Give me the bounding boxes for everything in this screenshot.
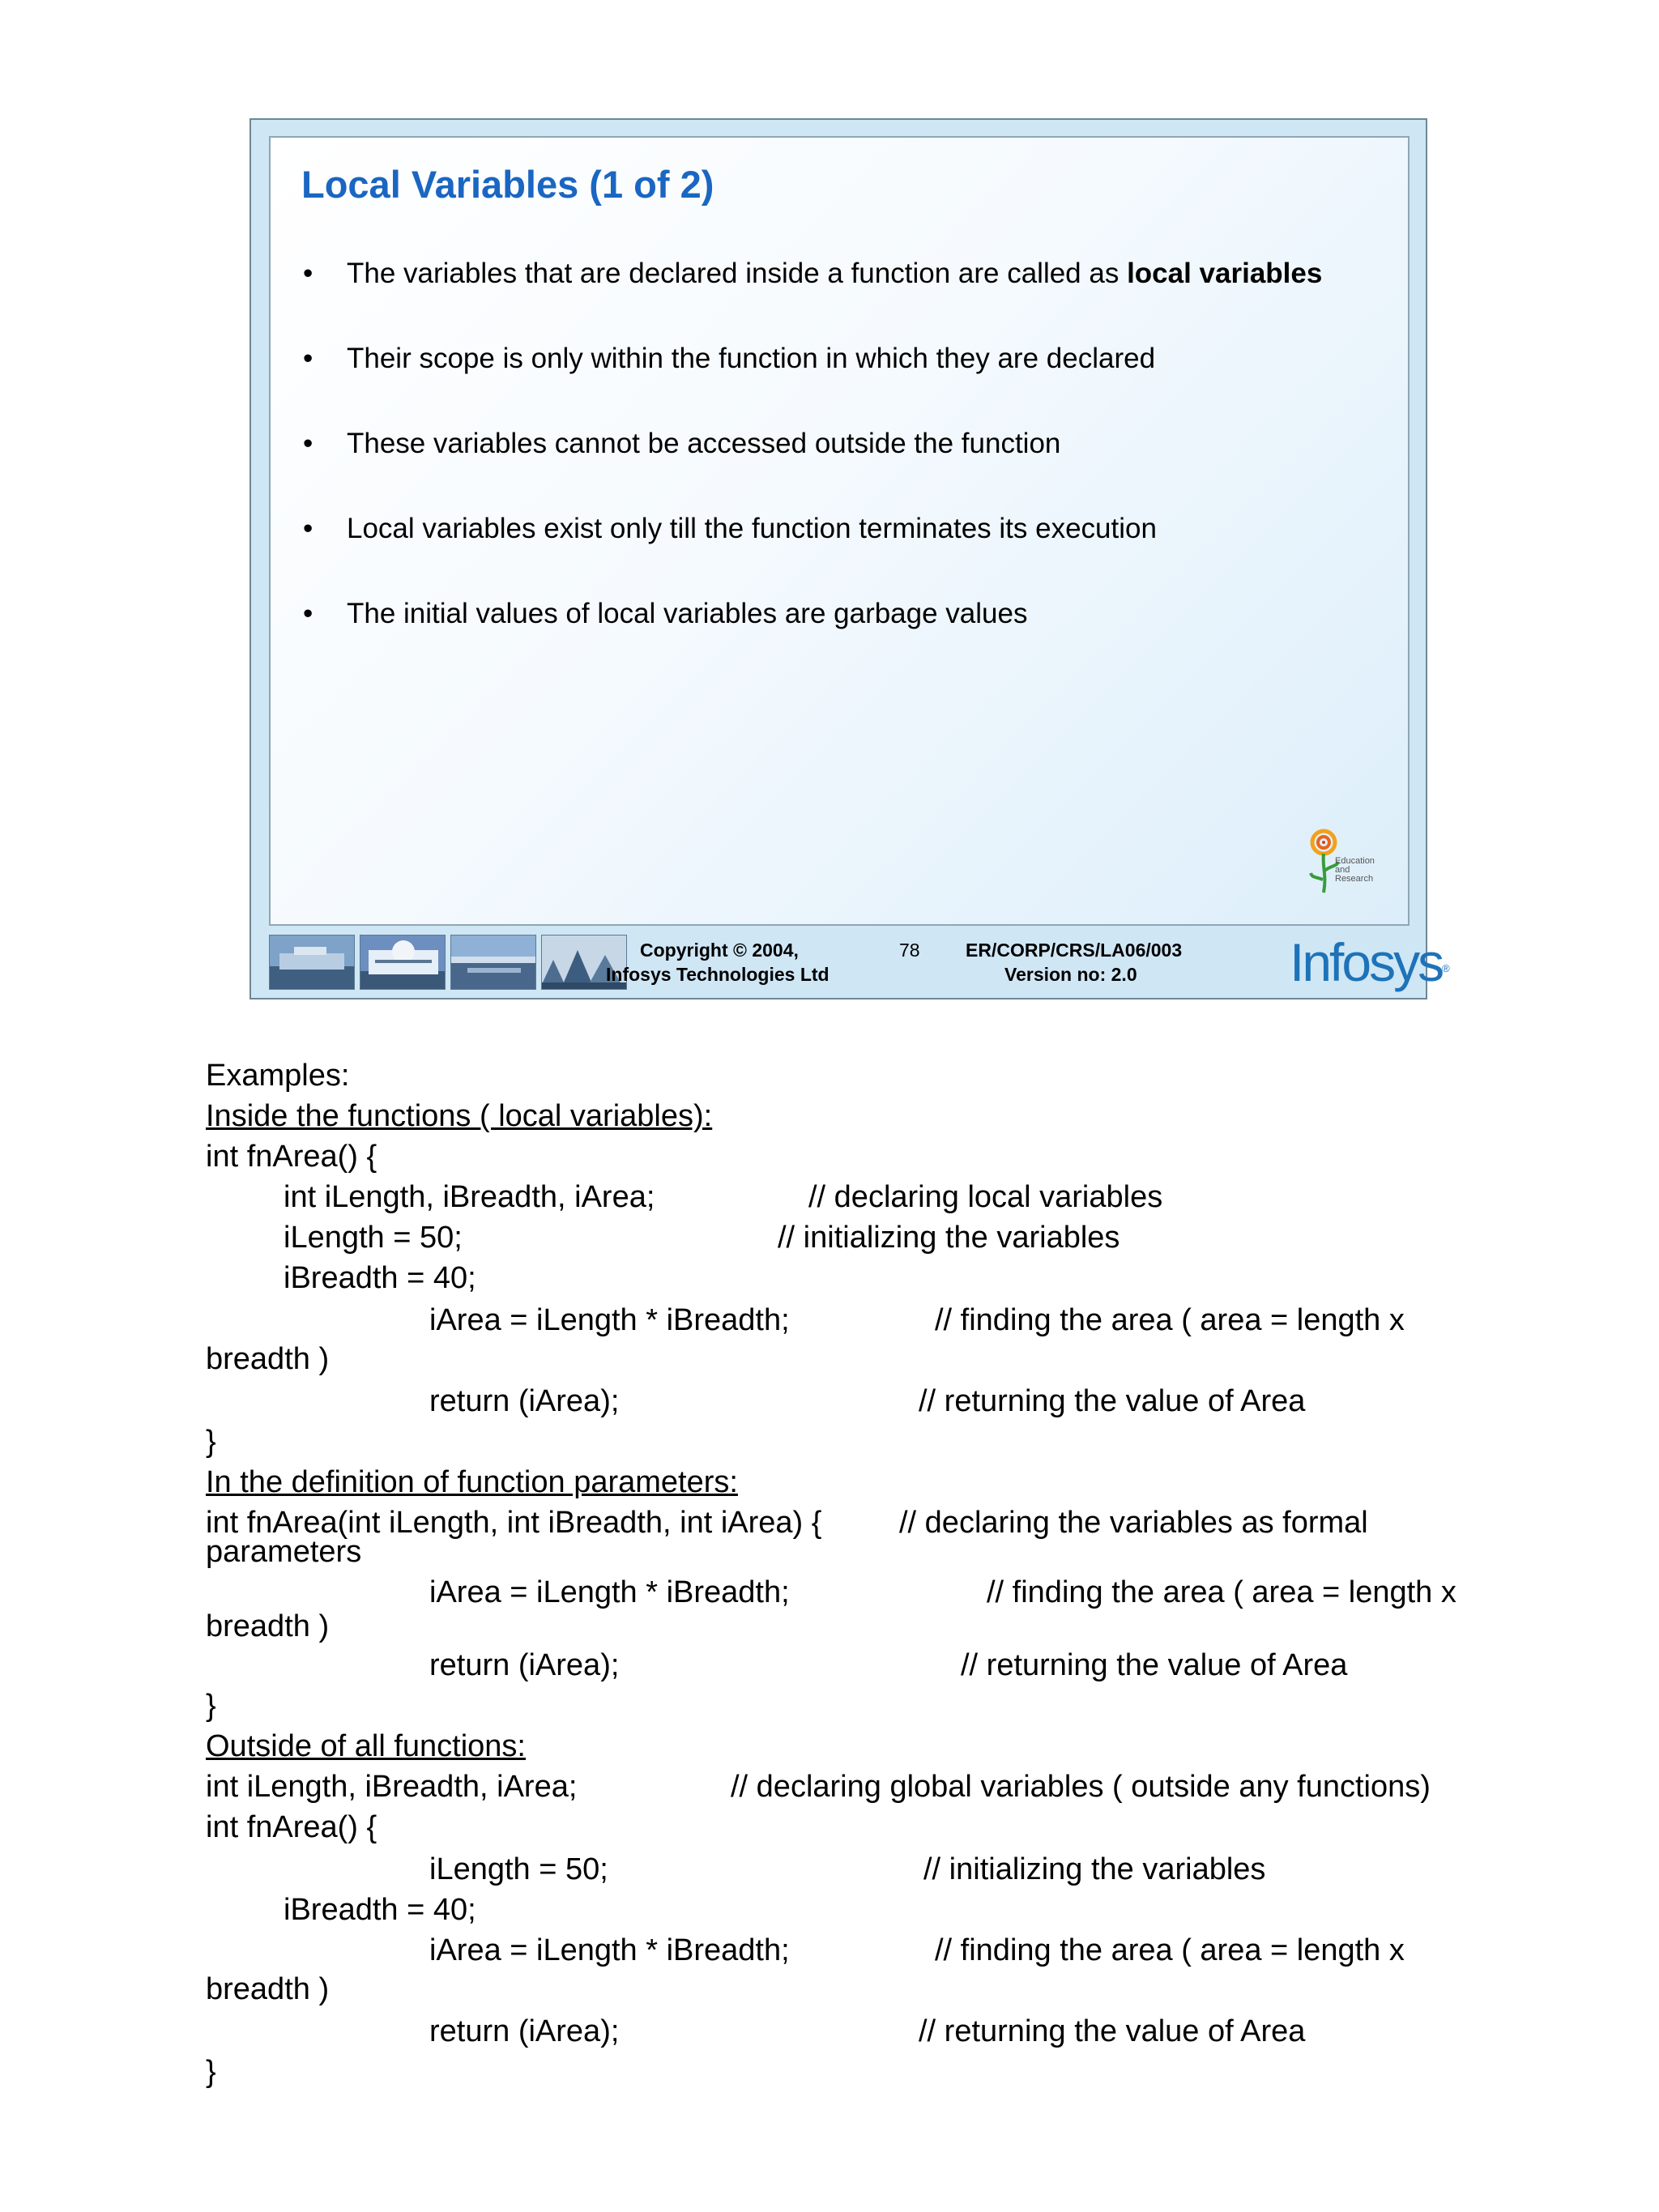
code-line: return (iArea); (429, 2014, 620, 2048)
bullet-icon: • (303, 343, 313, 374)
code-line: return (iArea); (429, 1384, 620, 1418)
code-line: iArea = iLength * iBreadth; (429, 1575, 790, 1609)
code-comment: // declaring the variables as formal (899, 1506, 1368, 1540)
slide-title: Local Variables (1 of 2) (301, 163, 714, 206)
education-research-logo (1309, 826, 1387, 897)
code-comment: // finding the area ( area = length x (987, 1575, 1456, 1609)
code-line: iBreadth = 40; (284, 1893, 476, 1927)
code-line: } (206, 1689, 216, 1723)
code-line: iBreadth = 40; (284, 1261, 476, 1295)
campus-photo (360, 935, 446, 990)
slide-frame (249, 118, 1450, 999)
code-comment: parameters (206, 1535, 362, 1569)
bullet-text: The initial values of local variables are garbage values (347, 598, 1028, 629)
infosys-logo: Infosys® (1290, 932, 1450, 992)
bullet-icon: • (303, 513, 313, 544)
bold-term: local variables (1127, 258, 1323, 289)
copyright-line: Copyright © 2004, (640, 940, 799, 961)
code-comment: // returning the value of Area (919, 2014, 1306, 2048)
section-title: In the definition of function parameters: (206, 1465, 738, 1499)
code-comment: // declaring global variables ( outside any functions) (731, 1770, 1431, 1804)
code-line: iLength = 50; (429, 1852, 608, 1886)
notes-heading: Examples: (206, 1059, 350, 1093)
code-comment: breadth ) (206, 1342, 330, 1376)
code-line: int iLength, iBreadth, iArea; (284, 1180, 655, 1214)
code-line: } (206, 1425, 216, 1459)
code-comment: // declaring local variables (808, 1180, 1163, 1214)
campus-photo (269, 935, 355, 990)
slide-content (269, 136, 1410, 926)
code-comment: // finding the area ( area = length x (935, 1303, 1405, 1337)
company-name: Infosys Technologies Ltd (606, 964, 830, 985)
code-comment: // initializing the variables (778, 1221, 1120, 1255)
code-line: int fnArea() { (206, 1140, 377, 1174)
code-line: return (iArea); (429, 1648, 620, 1682)
logo-caption: Education and Research (1335, 856, 1375, 884)
code-comment: // finding the area ( area = length x (935, 1933, 1405, 1967)
section-title: Inside the functions ( local variables): (206, 1099, 713, 1133)
slide-footer (269, 932, 1450, 992)
code-line: } (206, 2055, 216, 2089)
bullet-text: Local variables exist only till the function terminates its execution (347, 513, 1157, 544)
code-comment: // returning the value of Area (961, 1648, 1348, 1682)
bullet-text: The variables that are declared inside a function are called as local variables (347, 258, 1323, 289)
doc-code: ER/CORP/CRS/LA06/003 (966, 940, 1183, 961)
code-comment: breadth ) (206, 1609, 330, 1643)
bullet-icon: • (303, 428, 313, 459)
code-line: int fnArea() { (206, 1810, 377, 1844)
page-number: 78 (899, 940, 920, 961)
version-label: Version no: 2.0 (1004, 964, 1137, 985)
code-comment: breadth ) (206, 1972, 330, 2006)
code-line: int fnArea(int iLength, int iBreadth, int iArea) { (206, 1506, 822, 1540)
bullet-text: These variables cannot be accessed outside the function (347, 428, 1061, 459)
bullet-text: Their scope is only within the function in which they are declared (347, 343, 1156, 374)
code-line: iArea = iLength * iBreadth; (429, 1303, 790, 1337)
registered-mark: ® (1442, 962, 1450, 974)
section-title: Outside of all functions: (206, 1729, 526, 1763)
code-line: int iLength, iBreadth, iArea; (206, 1770, 578, 1804)
bullet-icon: • (303, 258, 313, 289)
code-comment: // initializing the variables (923, 1852, 1266, 1886)
code-comment: // returning the value of Area (919, 1384, 1306, 1418)
code-line: iArea = iLength * iBreadth; (429, 1933, 790, 1967)
bullet-icon: • (303, 598, 313, 629)
code-line: iLength = 50; (284, 1221, 463, 1255)
campus-photo (450, 935, 536, 990)
